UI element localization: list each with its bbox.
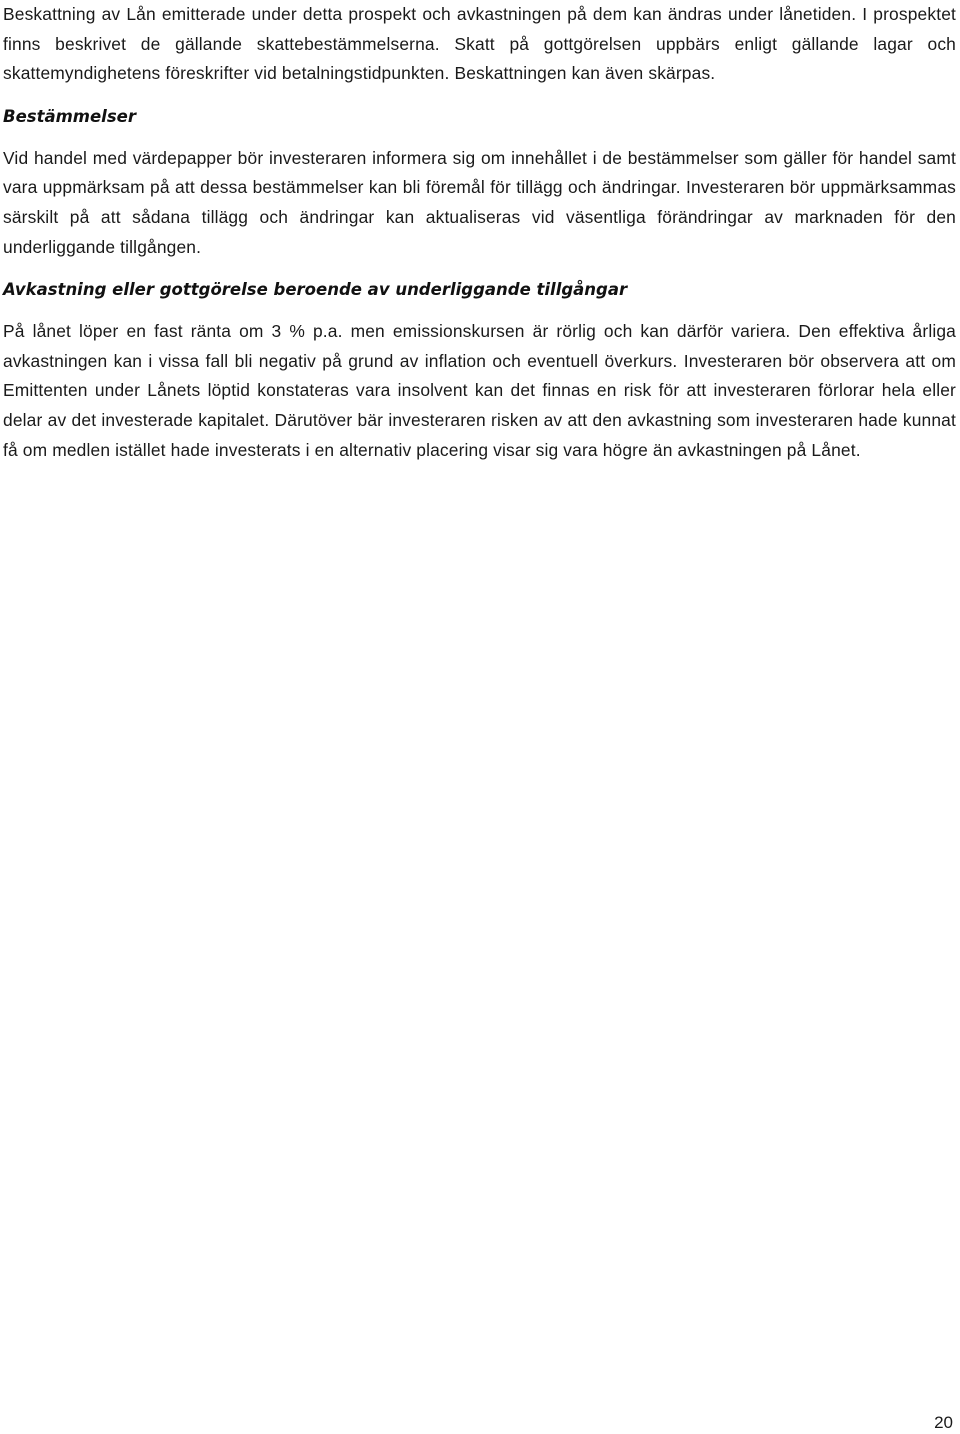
section-body-avkastning: På lånet löper en fast ränta om 3 % p.a. men emissionskursen är rörlig och kan därför variera. Den effektiva årliga avkastningen kan i vissa fall bli negativ på grund av inflation och eventuell överkurs. Investeraren bör observera att om Emittenten under Lånets löptid konstateras vara insolvent kan det finnas en risk för att investeraren förlorar hela eller delar av det investerade kapitalet. Därutöver bär investeraren risken av att den avkastning som investeraren hade kunnat få om medlen istället hade investerats i en alternativ placering visar sig vara högre än avkastningen på Lånet.: [3, 321, 956, 460]
section-heading-bestammelser: Bestämmelser: [3, 106, 136, 126]
section-body-bestammelser: Vid handel med värdepapper bör investeraren informera sig om innehållet i de bestämmelser som gäller för handel samt vara uppmärksam på att dessa bestämmelser kan bli föremål för tillägg och ändringar. Investeraren bör uppmärksammas särskilt på att sådana tillägg och ändringar kan aktualiseras vid väsentliga förändringar av marknaden för den underliggande tillgången.: [3, 147, 956, 257]
section-heading-avkastning: Avkastning eller gottgörelse beroende av underliggande tillgångar: [3, 280, 628, 300]
document-page: [3, 0, 956, 465]
page-number: 20: [934, 1413, 953, 1432]
intro-paragraph: Beskattning av Lån emitterade under detta prospekt och avkastningen på dem kan ändras under lånetiden. I prospektet finns beskrivet de gällande skattebestämmelserna. Skatt på gottgörelsen uppbärs enligt gällande lagar och skattemyndighetens föreskrifter vid betalningstidpunkten. Beskattningen kan även skärpas.: [3, 4, 956, 84]
